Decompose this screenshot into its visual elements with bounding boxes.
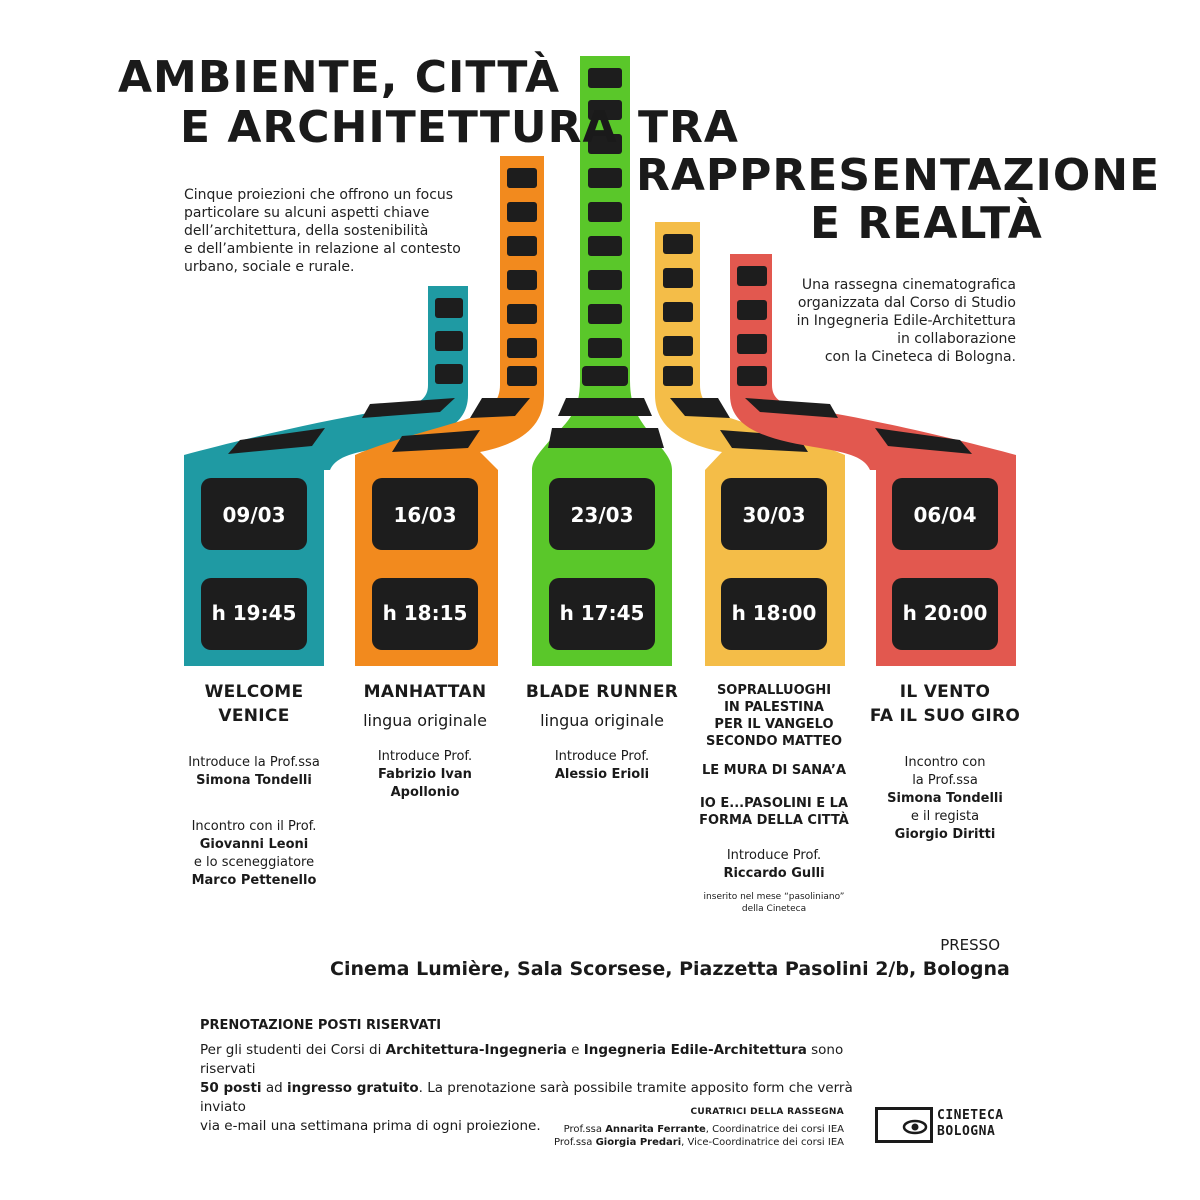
speaker-name: Giorgio Diritti [894, 827, 996, 842]
date-4: 30/03 [742, 503, 806, 527]
screening-column-5: IL VENTO FA IL SUO GIRO Incontro con la Prof.ssa Simona Tondelli e il regista Giorgio Diritti [860, 680, 1030, 844]
film-title: IO E...PASOLINI E LA [699, 796, 849, 811]
title-line-2: E ARCHITETTURA [180, 102, 618, 153]
reservation-text: Per gli studenti dei Corsi di Architettura-Ingegneria e Ingegneria Edile-Architettura sono riservati 50 posti ad ingresso gratuito. La prenotazione sarà possibile tramite apposito form che verrà inviato via e-mail una settimana prima di ogni proiezione. [200, 1042, 853, 1134]
title-line-4: RAPPRESENTAZIONE [636, 150, 1161, 201]
venue-address: Cinema Lumière, Sala Scorsese, Piazzetta Pasolini 2/b, Bologna [330, 958, 1010, 980]
intro-right: Una rassegna cinematografica organizzata dal Corso di Studio in Ingegneria Edile-Architettura in collaborazione con la Cineteca di Bologna. [796, 277, 1016, 365]
speaker-name: Marco Pettenello [191, 873, 317, 888]
time-4: h 18:00 [731, 601, 817, 625]
screening-column-3: BLADE RUNNER lingua originale Introduce Prof. Alessio Erioli [517, 680, 687, 784]
title-line-3: TRA [638, 102, 739, 153]
speaker-name: Simona Tondelli [196, 773, 312, 788]
date-1: 09/03 [222, 503, 286, 527]
speaker-name: Riccardo Gulli [723, 866, 825, 881]
film-title: MANHATTAN [363, 682, 487, 702]
film-title: SOPRALLUOGHI [716, 683, 832, 698]
language-note: lingua originale [363, 711, 487, 730]
time-1: h 19:45 [211, 601, 297, 625]
date-2: 16/03 [393, 503, 457, 527]
film-title: FA IL SUO GIRO [869, 706, 1021, 726]
date-5: 06/04 [913, 503, 977, 527]
venue-label: PRESSO [940, 936, 1000, 954]
time-5: h 20:00 [902, 601, 988, 625]
speaker-name: Giovanni Leoni [199, 837, 309, 852]
eye-icon [875, 1107, 933, 1143]
date-3: 23/03 [570, 503, 634, 527]
film-title: SECONDO MATTEO [705, 734, 843, 749]
curators: CURATRICI DELLA RASSEGNA Prof.ssa Annarita Ferrante, Coordinatrice dei corsi IEA Prof.ssa Giorgia Predari, Vice-Coordinatrice dei corsi IEA [480, 1106, 844, 1149]
logo-text: CINETECA BOLOGNA [937, 1108, 1004, 1139]
film-title: WELCOME [204, 682, 304, 702]
film-title: FORMA DELLA CITTÀ [699, 813, 849, 828]
screening-column-2: MANHATTAN lingua originale Introduce Prof. Fabrizio Ivan Apollonio [340, 680, 510, 802]
title-line-5: E REALTÀ [810, 198, 1043, 249]
film-title: VENICE [218, 706, 290, 726]
speaker-name: Apollonio [390, 785, 460, 800]
reservation-title: PRENOTAZIONE POSTI RISERVATI [200, 1018, 442, 1033]
cineteca-logo [875, 1107, 1004, 1143]
screening-column-4: SOPRALLUOGHI IN PALESTINA PER IL VANGELO SECONDO MATTEO LE MURA DI SANA’A IO E...PASOLINI E LA FORMA DELLA CITTÀ Introduce Prof. Riccardo Gulli inserito nel mese “pasoliniano” della Cineteca [689, 682, 859, 915]
film-title: BLADE RUNNER [525, 682, 679, 702]
title-line-1: AMBIENTE, CITTÀ [118, 52, 561, 103]
curators-title: CURATRICI DELLA RASSEGNA [690, 1107, 844, 1117]
film-title: LE MURA DI SANA’A [701, 763, 847, 778]
speaker-name: Simona Tondelli [887, 791, 1003, 806]
film-title: IN PALESTINA [724, 700, 824, 715]
screening-column-1: WELCOME VENICE Introduce la Prof.ssa Simona Tondelli Incontro con il Prof. Giovanni Leoni e lo sceneggiatore Marco Pettenello [169, 680, 339, 890]
speaker-name: Fabrizio Ivan [378, 767, 472, 782]
time-3: h 17:45 [559, 601, 645, 625]
speaker-name: Alessio Erioli [554, 767, 650, 782]
language-note: lingua originale [540, 711, 664, 730]
film-title: PER IL VANGELO [714, 717, 834, 732]
time-2: h 18:15 [382, 601, 468, 625]
film-title: IL VENTO [899, 682, 991, 702]
intro-left: Cinque proiezioni che offrono un focus particolare su alcuni aspetti chiave dell’architettura, della sostenibilità e dell’ambiente in relazione al contesto urbano, sociale e rurale. [184, 187, 461, 275]
